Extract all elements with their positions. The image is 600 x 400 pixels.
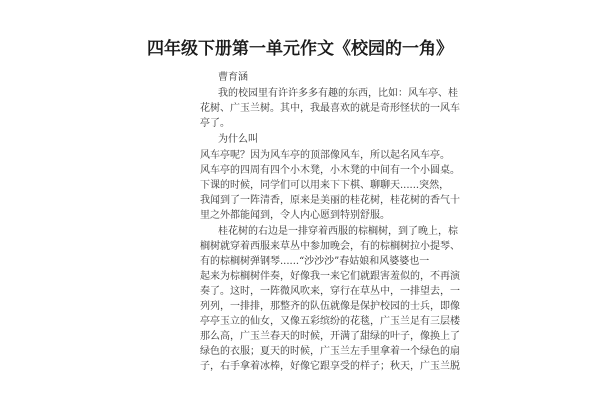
- body-line: 我闻到了一阵清香，原来是美丽的桂花树，桂花树的香气十: [200, 195, 460, 206]
- body-line: 榈树就穿着西服来草丛中参加晚会，有的棕榈树拉小提琴、: [200, 241, 460, 252]
- body-line: 亭了。: [200, 118, 230, 129]
- body-line: 桂花树的右边是一排穿着西服的棕榈树，到了晚上，棕: [218, 226, 458, 237]
- body-line: 子，右手拿着冰棒，好像它跟享受的样子；秋天，广玉兰脱: [200, 361, 460, 372]
- body-line: 里之外都能闻到，令人内心愿到特别舒服。: [200, 210, 390, 221]
- body-line: 起来为棕榈树伴奏，好像我一来它们就跟害羞似的，不再演: [200, 271, 460, 282]
- body-line: 下课的时候，同学们可以用来下下棋、聊聊天......突然，: [200, 180, 450, 191]
- body-line: 为什么叫: [218, 134, 258, 145]
- body-line: 奏了。这时，一阵微风吹来，穿行在草丛中，一排望去，一: [200, 286, 460, 297]
- body-line: 我的校园里有许许多多有趣的东西，比如：风车亭、桂: [218, 88, 458, 99]
- body-line: 绿色的衣服；夏天的时候，广玉兰左手里拿着一个绿色的扇: [200, 346, 460, 357]
- body-line: 列列，一排排，那整齐的队伍就像是保护校园的士兵，即像: [200, 301, 460, 312]
- body-line: 那么高，广玉兰春天的时候，开满了甜绿的叶子，像换上了: [200, 331, 460, 342]
- document-title: 四年级下册第一单元作文《校园的一角》: [147, 39, 453, 59]
- author-name: 曹育涵: [218, 72, 248, 83]
- body-line: 有的棕榈树弹钢琴......“沙沙沙”春姑娘和风婆婆也一: [200, 256, 430, 267]
- body-line: 风车亭的四周有四个小木凳，小木凳的中间有一个小圆桌。: [200, 165, 460, 176]
- body-line: 风车亭呢？因为风车亭的顶部像风车，所以起名风车亭。: [200, 150, 450, 161]
- body-line: 亭亭玉立的仙女，又像五彩缤纷的花毯，广玉兰足有三层楼: [200, 316, 460, 327]
- body-line: 花树、广玉兰树。其中，我最喜欢的就是奇形怪状的一风车: [200, 103, 460, 114]
